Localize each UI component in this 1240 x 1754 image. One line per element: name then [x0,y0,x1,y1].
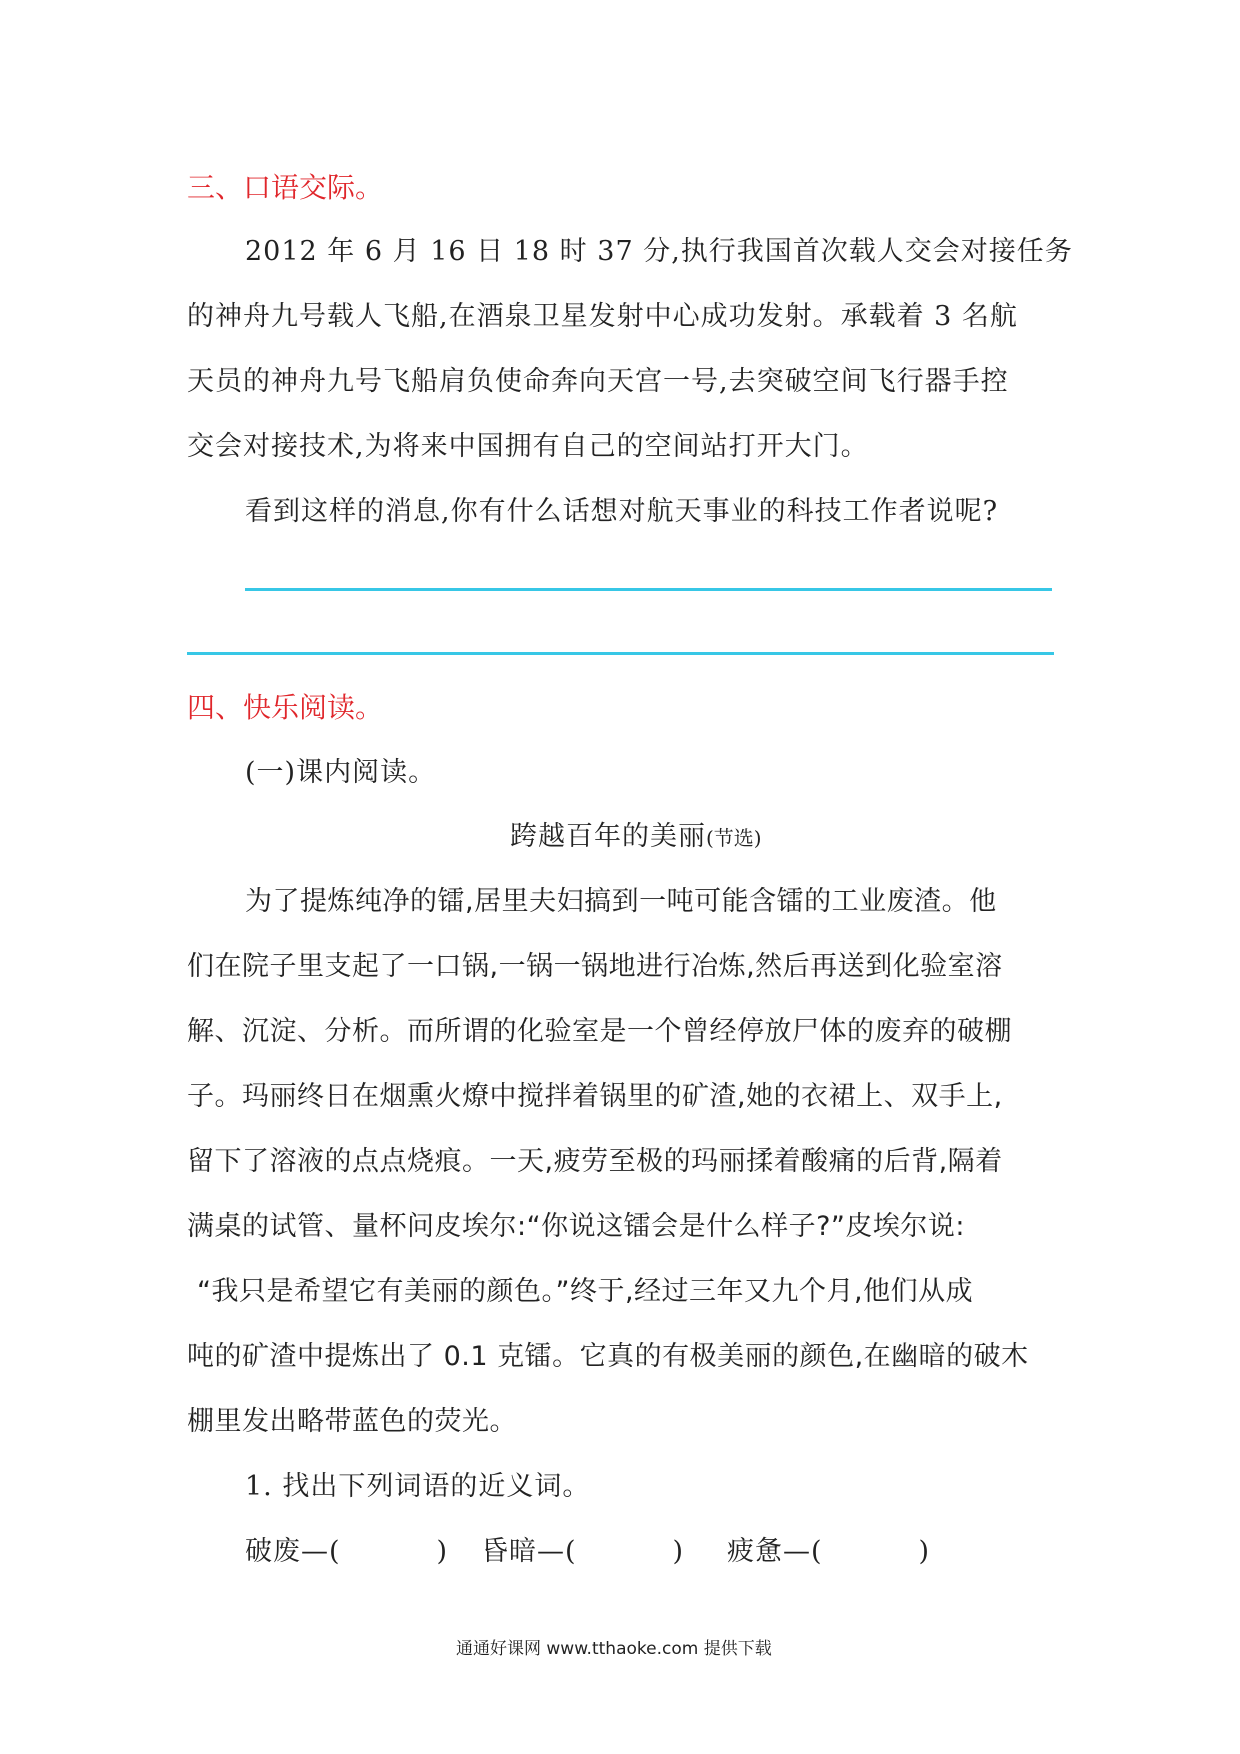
synonym-item-2 [481,1529,684,1568]
passage-line-9: 棚里发出略带蓝色的荧光。 [187,1406,517,1437]
question-1: 1. 找出下列词语的近义词。 [245,1471,591,1502]
passage-line-2: 们在院子里支起了一口锅,一锅一锅地进行冶炼,然后再送到化验室溶 [187,951,1003,982]
answer-line-1[interactable] [245,588,1052,591]
passage-line-1: 为了提炼纯净的镭,居里夫妇搞到一吨可能含镭的工业废渣。他 [245,886,997,917]
section4-subheading: (一)课内阅读。 [245,757,437,788]
passage-title [510,814,762,853]
section3-line-3: 天员的神舟九号飞船肩负使命奔向天宫一号,去突破空间飞行器手控 [187,366,1009,397]
passage-line-3: 解、沉淀、分析。而所谓的化验室是一个曾经停放尸体的废弃的破棚 [187,1016,1012,1047]
synonym-item-3 [727,1529,930,1568]
synonym-word-2: 昏暗—( [481,1536,577,1567]
section4-heading: 四、快乐阅读。 [187,691,384,724]
synonym-item-1 [245,1529,448,1568]
section3-line-4: 交会对接技术,为将来中国拥有自己的空间站打开大门。 [187,431,869,462]
section3-line-1: 2012 年 6 月 16 日 18 时 37 分,执行我国首次载人交会对接任务 [245,236,1073,267]
synonym-close-3: ) [918,1536,931,1567]
passage-line-7: “我只是希望它有美丽的颜色。”终于,经过三年又九个月,他们从成 [197,1276,974,1307]
synonym-word-3: 疲惫—( [727,1536,823,1567]
synonym-word-1: 破废—( [245,1536,341,1567]
passage-title-note: (节选) [706,826,762,850]
passage-line-8: 吨的矿渣中提炼出了 0.1 克镭。它真的有极美丽的颜色,在幽暗的破木 [187,1341,1029,1372]
passage-title-text: 跨越百年的美丽 [510,821,706,852]
answer-line-2[interactable] [187,652,1054,655]
passage-line-6: 满桌的试管、量杯问皮埃尔:“你说这镭会是什么样子?”皮埃尔说: [187,1211,965,1242]
section3-line-2: 的神舟九号载人飞船,在酒泉卫星发射中心成功发射。承载着 3 名航 [187,301,1018,332]
section3-question: 看到这样的消息,你有什么话想对航天事业的科技工作者说呢? [245,496,999,527]
synonym-close-2: ) [672,1536,685,1567]
passage-line-4: 子。玛丽终日在烟熏火燎中搅拌着锅里的矿渣,她的衣裙上、双手上, [187,1081,1003,1112]
synonym-close-1: ) [436,1536,449,1567]
passage-line-5: 留下了溶液的点点烧痕。一天,疲劳至极的玛丽揉着酸痛的后背,隔着 [187,1146,1003,1177]
section3-heading: 三、口语交际。 [187,171,384,204]
page-footer: 通通好课网 www.tthaoke.com 提供下载 [456,1639,772,1659]
